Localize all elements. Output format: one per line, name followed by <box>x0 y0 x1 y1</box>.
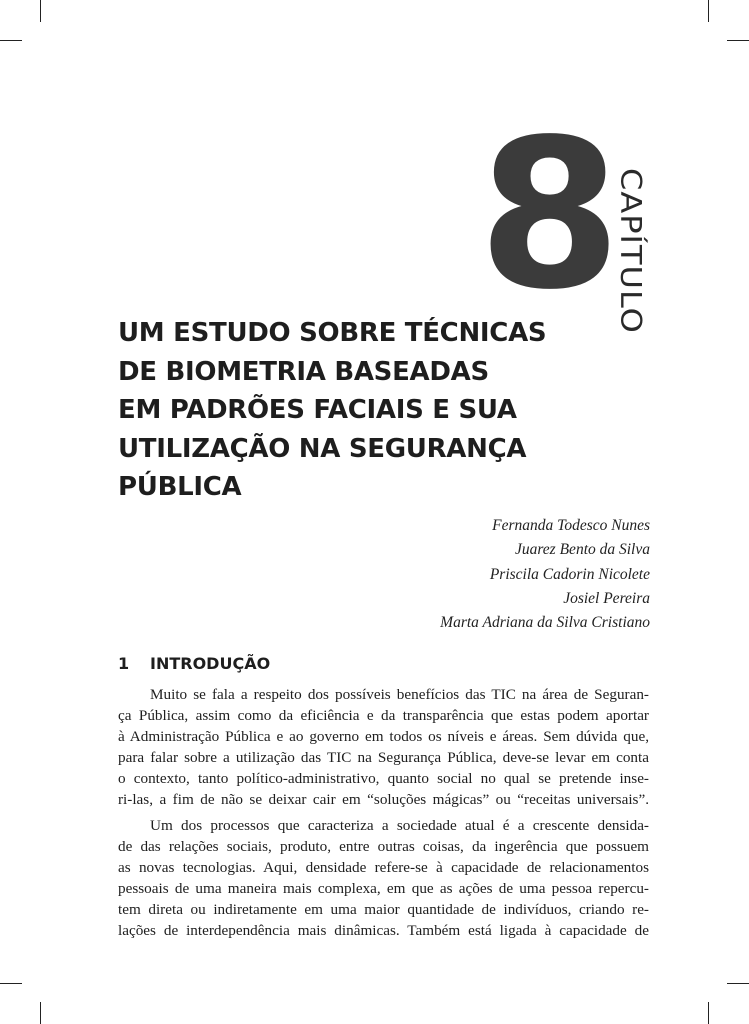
chapter-title <box>118 314 638 507</box>
crop-mark-bottom-left-h <box>0 983 22 984</box>
paragraph <box>118 815 649 942</box>
text-line: Muito se fala a respeito dos possíveis benefícios das TIC na área de Seguran- <box>150 686 649 703</box>
text-line: à Administração Pública e ao governo em todos os níveis e áreas. Sem dúvida que, <box>118 728 649 746</box>
chapter-number: 8 <box>478 95 618 335</box>
text-line: o contexto, tanto político-administrativo, quanto social no qual se pretende inse- <box>118 770 649 788</box>
text-line: de das relações sociais, produto, entre outras coisas, da ingerência que possuem <box>118 837 649 855</box>
crop-mark-top-right <box>708 0 709 22</box>
text-line: Um dos processos que caracteriza a sociedade atual é a crescente densida- <box>150 816 649 834</box>
crop-mark-bottom-left <box>40 1002 41 1024</box>
crop-mark-bottom-right <box>708 1002 709 1024</box>
text-line: lações de interdependência mais dinâmicas. Também está ligada à capacidade de <box>118 922 649 940</box>
title-line: UTILIZAÇÃO NA SEGURANÇA <box>118 433 527 464</box>
body-text <box>118 684 649 941</box>
author-name: Fernanda Todesco Nunes <box>492 517 650 534</box>
crop-mark-top-left-h <box>0 40 22 41</box>
text-line: ça Pública, assim como da eficiência e da transparência que estas podem aportar <box>118 707 649 725</box>
title-line: UM ESTUDO SOBRE TÉCNICAS <box>118 318 547 348</box>
author-name: Juarez Bento da Silva <box>514 541 650 559</box>
title-line: DE BIOMETRIA BASEADAS <box>118 356 489 387</box>
section-title: INTRODUÇÃO <box>150 654 271 673</box>
section-heading <box>118 654 270 673</box>
text-line: ri-las, a fim de não se deixar cair em “soluções mágicas” ou “receitas universais”. <box>118 791 649 809</box>
text-line: pessoais de uma maneira mais complexa, em que as ações de uma pessoa repercu- <box>118 879 649 897</box>
crop-mark-bottom-right-h <box>727 983 749 984</box>
author-list <box>440 514 650 635</box>
text-line: tem direta ou indiretamente em uma maior quantidade de indivíduos, criando re- <box>118 900 649 918</box>
title-line: EM PADRÕES FACIAIS E SUA <box>118 395 517 425</box>
text-line: as novas tecnologias. Aqui, densidade refere-se à capacidade de relacionamentos <box>118 858 649 876</box>
text-line: para falar sobre a utilização das TIC na Segurança Pública, deve-se levar em conta <box>118 749 649 767</box>
author-name: Marta Adriana da Silva Cristiano <box>440 614 650 632</box>
chapter-label: CAPÍTULO <box>613 168 649 334</box>
author-name: Priscila Cadorin Nicolete <box>489 565 650 583</box>
crop-mark-top-left <box>40 0 41 22</box>
title-line: PÚBLICA <box>118 472 242 502</box>
paragraph <box>118 684 649 811</box>
author-name: Josiel Pereira <box>563 589 650 607</box>
crop-mark-top-right-h <box>727 40 749 41</box>
section-number: 1 <box>118 654 130 673</box>
